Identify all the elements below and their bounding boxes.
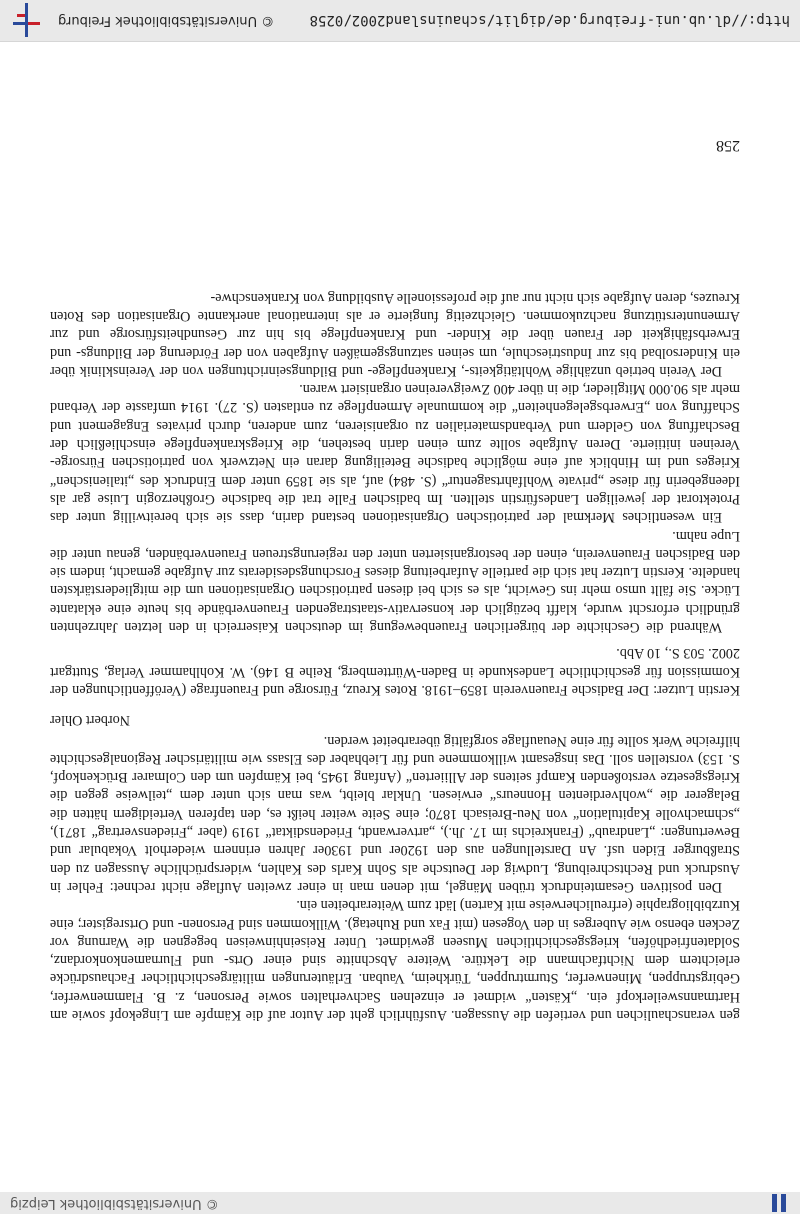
freiburg-copyright: © Universitätsbibliothek Freiburg <box>58 13 275 28</box>
review-continued-paragraph: gen veranschaulichen und vertiefen die Aussagen. Ausführlich geht der Autor auf die Kämpfe am Lingekopf sowie am Hartmannsweilerkopf ein. „Kästen“ widmet er einzelnen Sachverhalten sowie Personen, z. B. Flammenwerfer, Gebirgstruppen, Minenwerfer, Sturmtruppen, Türkheim, Vauban. Erläuterungen militärgeschichtlicher Fachausdrücke erleichtern dem Nichtfachmann die Lektüre. Weitere Abschnitte sind einer Orts- und Flurnamenkonkordanz, Soldatenfriedhöfen, kriegsgeschichtlichen Museen gewidmet. Unter Reiseinhinweisen begegnen die Warnung vor Zecken ebenso wie Auberges in den Vogesen (mit Fax und Ruhetag). Willkommen sind Personen- und Ortsregister; eine Kurzbibliographie (erfreulicherweise mit Karten) lädt zum Weiterarbeiten ein. <box>50 897 740 1023</box>
freiburg-banner <box>0 0 800 42</box>
source-url[interactable]: http://dl.ub.uni-freiburg.de/diglit/schauinsland2002/0258 <box>309 12 790 28</box>
review-heading: Kerstin Lutzer: Der Badische Frauenverein 1859–1918. Rotes Kreuz, Fürsorge und Frauenfrage (Veröffentlichungen der Kommission für geschichtliche Landeskunde in Baden-Württemberg, Reihe B 146). W. Kohlhammer Verlag, Stuttgart 2002. 503 S., 10 Abb. <box>50 645 740 698</box>
reviewer-signature: Norbert Ohler <box>50 712 130 729</box>
university-logo-icon <box>10 3 44 37</box>
page-body <box>50 288 740 1024</box>
review-paragraph-3: Der Verein betrieb unzählige Wohltätigkeits-, Krankenpflege- und Bildungseinrichtungen von der Vereinsklinik über ein Kindersolbad bis zur Industrieschule, um seinen satzungsgemäßen Aufgaben von der Förderung der Bildungs- und Erwerbsfähigkeit der Frauen über die Kinder- und Krankenpflege bis hin zur Gesundheitsfürsorge und zur Armenunterstützung nachzukommen. Gleichzeitig fungierte er als international anerkannte Organisation des Roten Kreuzes, deren Aufgabe sich nicht nur auf die professionelle Ausbildung von Krankenschwe- <box>50 289 740 379</box>
library-logo-icon <box>770 1194 786 1212</box>
page-number: 258 <box>716 137 740 154</box>
review-critique-paragraph: Den positiven Gesamteindruck trüben Mängel, mit denen man in einer zweiten Auflage nicht rechnet: Fehler in Ausdruck und Rechtschreibung, Ludwig der Deutsche als Sohn Karls des Kahlen, widersprüchliche Aussagen zu den Straßburger Eiden usf. An Darstellungen aus den 1920er und 1930er Jahren erinnern wiederholt Vokabular und Bewertungen: „Landraub“ (Frankreichs im 17. Jh.), „artverwandt, Friedensdiktat“ 1919 (aber „Friedensvertrag“ 1871), „schmachvolle Kapitulation“ von Neu-Breisach 1870; eine Seite weiter heißt es, den tapferen Verteidigern hätten die Belagerer die „wohlverdienten Honneurs“ erwiesen. Unklar bleibt, was man sich unter dem „teilweise gegen die Kriegsgesetze verstoßenden Kampf seitens der Alliierten“ (Anfang 1945, bei Kämpfen um den Colmarer Brückenkopf, S. 153) vorstellen soll. Das insgesamt willkommene und für Liebhaber des Elsass wie militärischer Regionalgeschichte hilfreiche Werk sollte für eine Neuauflage sorgfältig überarbeitet werden. <box>50 732 740 895</box>
review-paragraph-1: Während die Geschichte der bürgerlichen Frauenbewegung im deutschen Kaiserreich in den letzten Jahrzehnten gründlich erforscht wurde, klafft bezüglich der konservativ-staatstragenden Frauenverbände bis heute eine eklatante Lücke. Sie fällt umso mehr ins Gewicht, als es sich bei diesen patriotischen Organisationen um die mitgliederstärksten handelte. Kerstin Lutzer hat sich die partielle Aufarbeitung dieses Forschungsdesiderats zur Aufgabe gemacht, indem sie den Badischen Frauenverein, einen der bestorganisierten unter den regierungstreuen Frauenverbänden, genau unter die Lupe nahm. <box>50 527 740 636</box>
review-paragraph-2: Ein wesentliches Merkmal der patriotischen Organisationen bestand darin, dass sie sich bereitwillig unter das Protektorat der jeweiligen Landesfürstin stellten. Im badischen Falle trat die badische Großherzogin Luise gar als Ideengeberin für diese „private Wohlfahrtsagentur“ (S. 484) auf, als sie 1859 unter dem Eindruck des „italienischen“ Krieges und im Hinblick auf eine mögliche badische Beteiligung daran ein Netzwerk von patriotischen Fürsorge-Vereinen initiierte. Deren Aufgabe sollte zum einen darin bestehen, die Kriegskrankenpflege einschließlich der Beschaffung von Geldern und Verbandsmaterialien zu organisieren, zum anderen, durch privates Engagement und Schaffung von „Erwerbsgelegenheiten“ die kommunale Armenpflege zu entlasten (S. 27). 1914 umfasste der Verband mehr als 90.000 Mitglieder, die in über 400 Zweigvereinen organisiert waren. <box>50 381 740 526</box>
leipzig-banner <box>0 1192 800 1214</box>
leipzig-copyright: © Universitätsbibliothek Leipzig <box>10 1196 219 1211</box>
